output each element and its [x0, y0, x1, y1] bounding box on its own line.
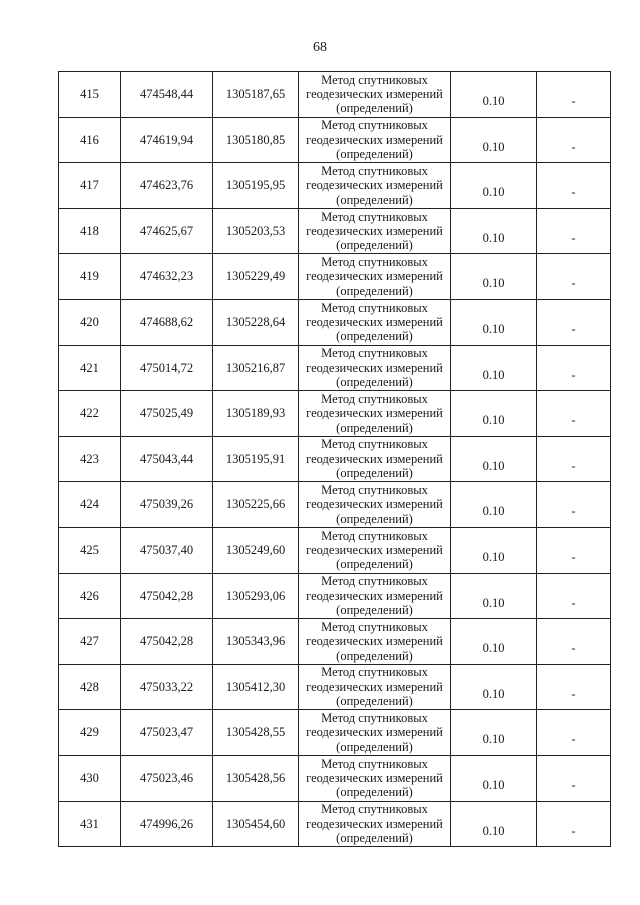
method-cell [299, 163, 451, 209]
method-cell [299, 573, 451, 619]
method-cell [299, 208, 451, 254]
note-cell: - [537, 208, 611, 254]
method-text-line3: (определений) [336, 192, 413, 207]
method-text-line3: (определений) [336, 238, 413, 253]
accuracy-cell: 0.10 [451, 801, 537, 847]
method-text-line1: Метод спутниковых [321, 163, 428, 178]
method-cell [299, 664, 451, 710]
method-text-line3: (определений) [336, 420, 413, 435]
method-text-line2: геодезических измерений [306, 588, 443, 603]
accuracy-cell: 0.10 [451, 527, 537, 573]
table-row [59, 163, 611, 209]
point-number-cell: 420 [59, 299, 121, 345]
point-number-cell: 416 [59, 117, 121, 163]
point-number-cell: 428 [59, 664, 121, 710]
y-coordinate-cell: 1305428,56 [213, 755, 299, 801]
y-coordinate-cell: 1305180,85 [213, 117, 299, 163]
x-coordinate-cell: 475042,28 [121, 573, 213, 619]
note-cell: - [537, 254, 611, 300]
x-coordinate-cell: 475042,28 [121, 619, 213, 665]
table-row [59, 391, 611, 437]
method-text-line1: Метод спутниковых [321, 255, 428, 270]
note-cell: - [537, 801, 611, 847]
x-coordinate-cell: 474623,76 [121, 163, 213, 209]
y-coordinate-cell: 1305216,87 [213, 345, 299, 391]
method-cell [299, 299, 451, 345]
method-text-line3: (определений) [336, 785, 413, 800]
point-number-cell: 417 [59, 163, 121, 209]
x-coordinate-cell: 475037,40 [121, 527, 213, 573]
y-coordinate-cell: 1305454,60 [213, 801, 299, 847]
table-row [59, 299, 611, 345]
table-row [59, 345, 611, 391]
method-cell [299, 117, 451, 163]
x-coordinate-cell: 475043,44 [121, 436, 213, 482]
method-text-line1: Метод спутниковых [321, 756, 428, 771]
y-coordinate-cell: 1305195,95 [213, 163, 299, 209]
method-text-line1: Метод спутниковых [321, 483, 428, 498]
coordinates-table [58, 71, 611, 847]
method-text-line1: Метод спутниковых [321, 209, 428, 224]
method-text-line3: (определений) [336, 466, 413, 481]
method-text-line3: (определений) [336, 375, 413, 390]
point-number-cell: 421 [59, 345, 121, 391]
y-coordinate-cell: 1305412,30 [213, 664, 299, 710]
method-text-line1: Метод спутниковых [321, 391, 428, 406]
y-coordinate-cell: 1305428,55 [213, 710, 299, 756]
accuracy-cell: 0.10 [451, 436, 537, 482]
x-coordinate-cell: 475033,22 [121, 664, 213, 710]
table-row [59, 755, 611, 801]
table-row [59, 254, 611, 300]
method-cell [299, 482, 451, 528]
method-cell [299, 436, 451, 482]
x-coordinate-cell: 474632,23 [121, 254, 213, 300]
method-text-line2: геодезических измерений [306, 816, 443, 831]
point-number-cell: 423 [59, 436, 121, 482]
method-text-line3: (определений) [336, 739, 413, 754]
method-text-line1: Метод спутниковых [321, 665, 428, 680]
table-row [59, 801, 611, 847]
method-cell [299, 345, 451, 391]
point-number-cell: 422 [59, 391, 121, 437]
page-number: 68 [313, 40, 327, 55]
method-text-line1: Метод спутниковых [321, 300, 428, 315]
accuracy-cell: 0.10 [451, 208, 537, 254]
note-cell: - [537, 436, 611, 482]
accuracy-cell: 0.10 [451, 710, 537, 756]
y-coordinate-cell: 1305343,96 [213, 619, 299, 665]
table-row [59, 664, 611, 710]
x-coordinate-cell: 475014,72 [121, 345, 213, 391]
method-text-line3: (определений) [336, 329, 413, 344]
note-cell: - [537, 299, 611, 345]
x-coordinate-cell: 475039,26 [121, 482, 213, 528]
note-cell: - [537, 527, 611, 573]
table-row [59, 710, 611, 756]
table-row [59, 482, 611, 528]
y-coordinate-cell: 1305249,60 [213, 527, 299, 573]
point-number-cell: 425 [59, 527, 121, 573]
x-coordinate-cell: 474625,67 [121, 208, 213, 254]
method-cell [299, 710, 451, 756]
method-cell [299, 527, 451, 573]
point-number-cell: 424 [59, 482, 121, 528]
y-coordinate-cell: 1305189,93 [213, 391, 299, 437]
method-text-line1: Метод спутниковых [321, 802, 428, 817]
method-text-line2: геодезических измерений [306, 634, 443, 649]
method-text-line2: геодезических измерений [306, 223, 443, 238]
method-text-line3: (определений) [336, 648, 413, 663]
point-number-cell: 430 [59, 755, 121, 801]
method-text-line3: (определений) [336, 557, 413, 572]
method-text-line2: геодезических измерений [306, 178, 443, 193]
table-row [59, 208, 611, 254]
accuracy-cell: 0.10 [451, 391, 537, 437]
method-text-line1: Метод спутниковых [321, 711, 428, 726]
accuracy-cell: 0.10 [451, 345, 537, 391]
method-text-line1: Метод спутниковых [321, 346, 428, 361]
point-number-cell: 418 [59, 208, 121, 254]
method-cell [299, 254, 451, 300]
method-text-line1: Метод спутниковых [321, 528, 428, 543]
method-text-line3: (определений) [336, 603, 413, 618]
note-cell: - [537, 482, 611, 528]
method-text-line2: геодезических измерений [306, 497, 443, 512]
note-cell: - [537, 117, 611, 163]
table-body [59, 72, 611, 847]
table-row [59, 573, 611, 619]
accuracy-cell: 0.10 [451, 664, 537, 710]
x-coordinate-cell: 475023,47 [121, 710, 213, 756]
point-number-cell: 429 [59, 710, 121, 756]
accuracy-cell: 0.10 [451, 254, 537, 300]
method-text-line2: геодезических измерений [306, 679, 443, 694]
note-cell: - [537, 710, 611, 756]
x-coordinate-cell: 474619,94 [121, 117, 213, 163]
method-text-line1: Метод спутниковых [321, 574, 428, 589]
note-cell: - [537, 619, 611, 665]
y-coordinate-cell: 1305293,06 [213, 573, 299, 619]
method-text-line3: (определений) [336, 283, 413, 298]
note-cell: - [537, 755, 611, 801]
method-text-line1: Метод спутниковых [321, 118, 428, 133]
method-text-line3: (определений) [336, 830, 413, 845]
point-number-cell: 415 [59, 72, 121, 118]
method-cell [299, 72, 451, 118]
note-cell: - [537, 664, 611, 710]
method-text-line2: геодезических измерений [306, 315, 443, 330]
y-coordinate-cell: 1305228,64 [213, 299, 299, 345]
method-text-line2: геодезических измерений [306, 132, 443, 147]
method-text-line3: (определений) [336, 511, 413, 526]
method-text-line3: (определений) [336, 147, 413, 162]
method-text-line1: Метод спутниковых [321, 437, 428, 452]
method-text-line3: (определений) [336, 694, 413, 709]
accuracy-cell: 0.10 [451, 573, 537, 619]
accuracy-cell: 0.10 [451, 619, 537, 665]
method-cell [299, 619, 451, 665]
method-text-line1: Метод спутниковых [321, 619, 428, 634]
accuracy-cell: 0.10 [451, 117, 537, 163]
point-number-cell: 427 [59, 619, 121, 665]
accuracy-cell: 0.10 [451, 72, 537, 118]
note-cell: - [537, 391, 611, 437]
point-number-cell: 431 [59, 801, 121, 847]
method-cell [299, 801, 451, 847]
table-row [59, 436, 611, 482]
method-cell [299, 755, 451, 801]
note-cell: - [537, 573, 611, 619]
method-text-line2: геодезических измерений [306, 269, 443, 284]
accuracy-cell: 0.10 [451, 755, 537, 801]
x-coordinate-cell: 474688,62 [121, 299, 213, 345]
note-cell: - [537, 72, 611, 118]
accuracy-cell: 0.10 [451, 299, 537, 345]
table-row [59, 72, 611, 118]
x-coordinate-cell: 474548,44 [121, 72, 213, 118]
y-coordinate-cell: 1305187,65 [213, 72, 299, 118]
x-coordinate-cell: 475023,46 [121, 755, 213, 801]
y-coordinate-cell: 1305225,66 [213, 482, 299, 528]
accuracy-cell: 0.10 [451, 163, 537, 209]
y-coordinate-cell: 1305229,49 [213, 254, 299, 300]
method-cell [299, 391, 451, 437]
method-text-line2: геодезических измерений [306, 360, 443, 375]
x-coordinate-cell: 474996,26 [121, 801, 213, 847]
method-text-line2: геодезических измерений [306, 406, 443, 421]
method-text-line1: Метод спутниковых [321, 72, 428, 87]
method-text-line2: геодезических измерений [306, 543, 443, 558]
y-coordinate-cell: 1305195,91 [213, 436, 299, 482]
method-text-line2: геодезических измерений [306, 725, 443, 740]
note-cell: - [537, 163, 611, 209]
table-row [59, 117, 611, 163]
method-text-line2: геодезических измерений [306, 771, 443, 786]
accuracy-cell: 0.10 [451, 482, 537, 528]
table-row [59, 619, 611, 665]
x-coordinate-cell: 475025,49 [121, 391, 213, 437]
method-text-line3: (определений) [336, 101, 413, 116]
method-text-line2: геодезических измерений [306, 87, 443, 102]
y-coordinate-cell: 1305203,53 [213, 208, 299, 254]
point-number-cell: 426 [59, 573, 121, 619]
point-number-cell: 419 [59, 254, 121, 300]
table-row [59, 527, 611, 573]
method-text-line2: геодезических измерений [306, 451, 443, 466]
note-cell: - [537, 345, 611, 391]
